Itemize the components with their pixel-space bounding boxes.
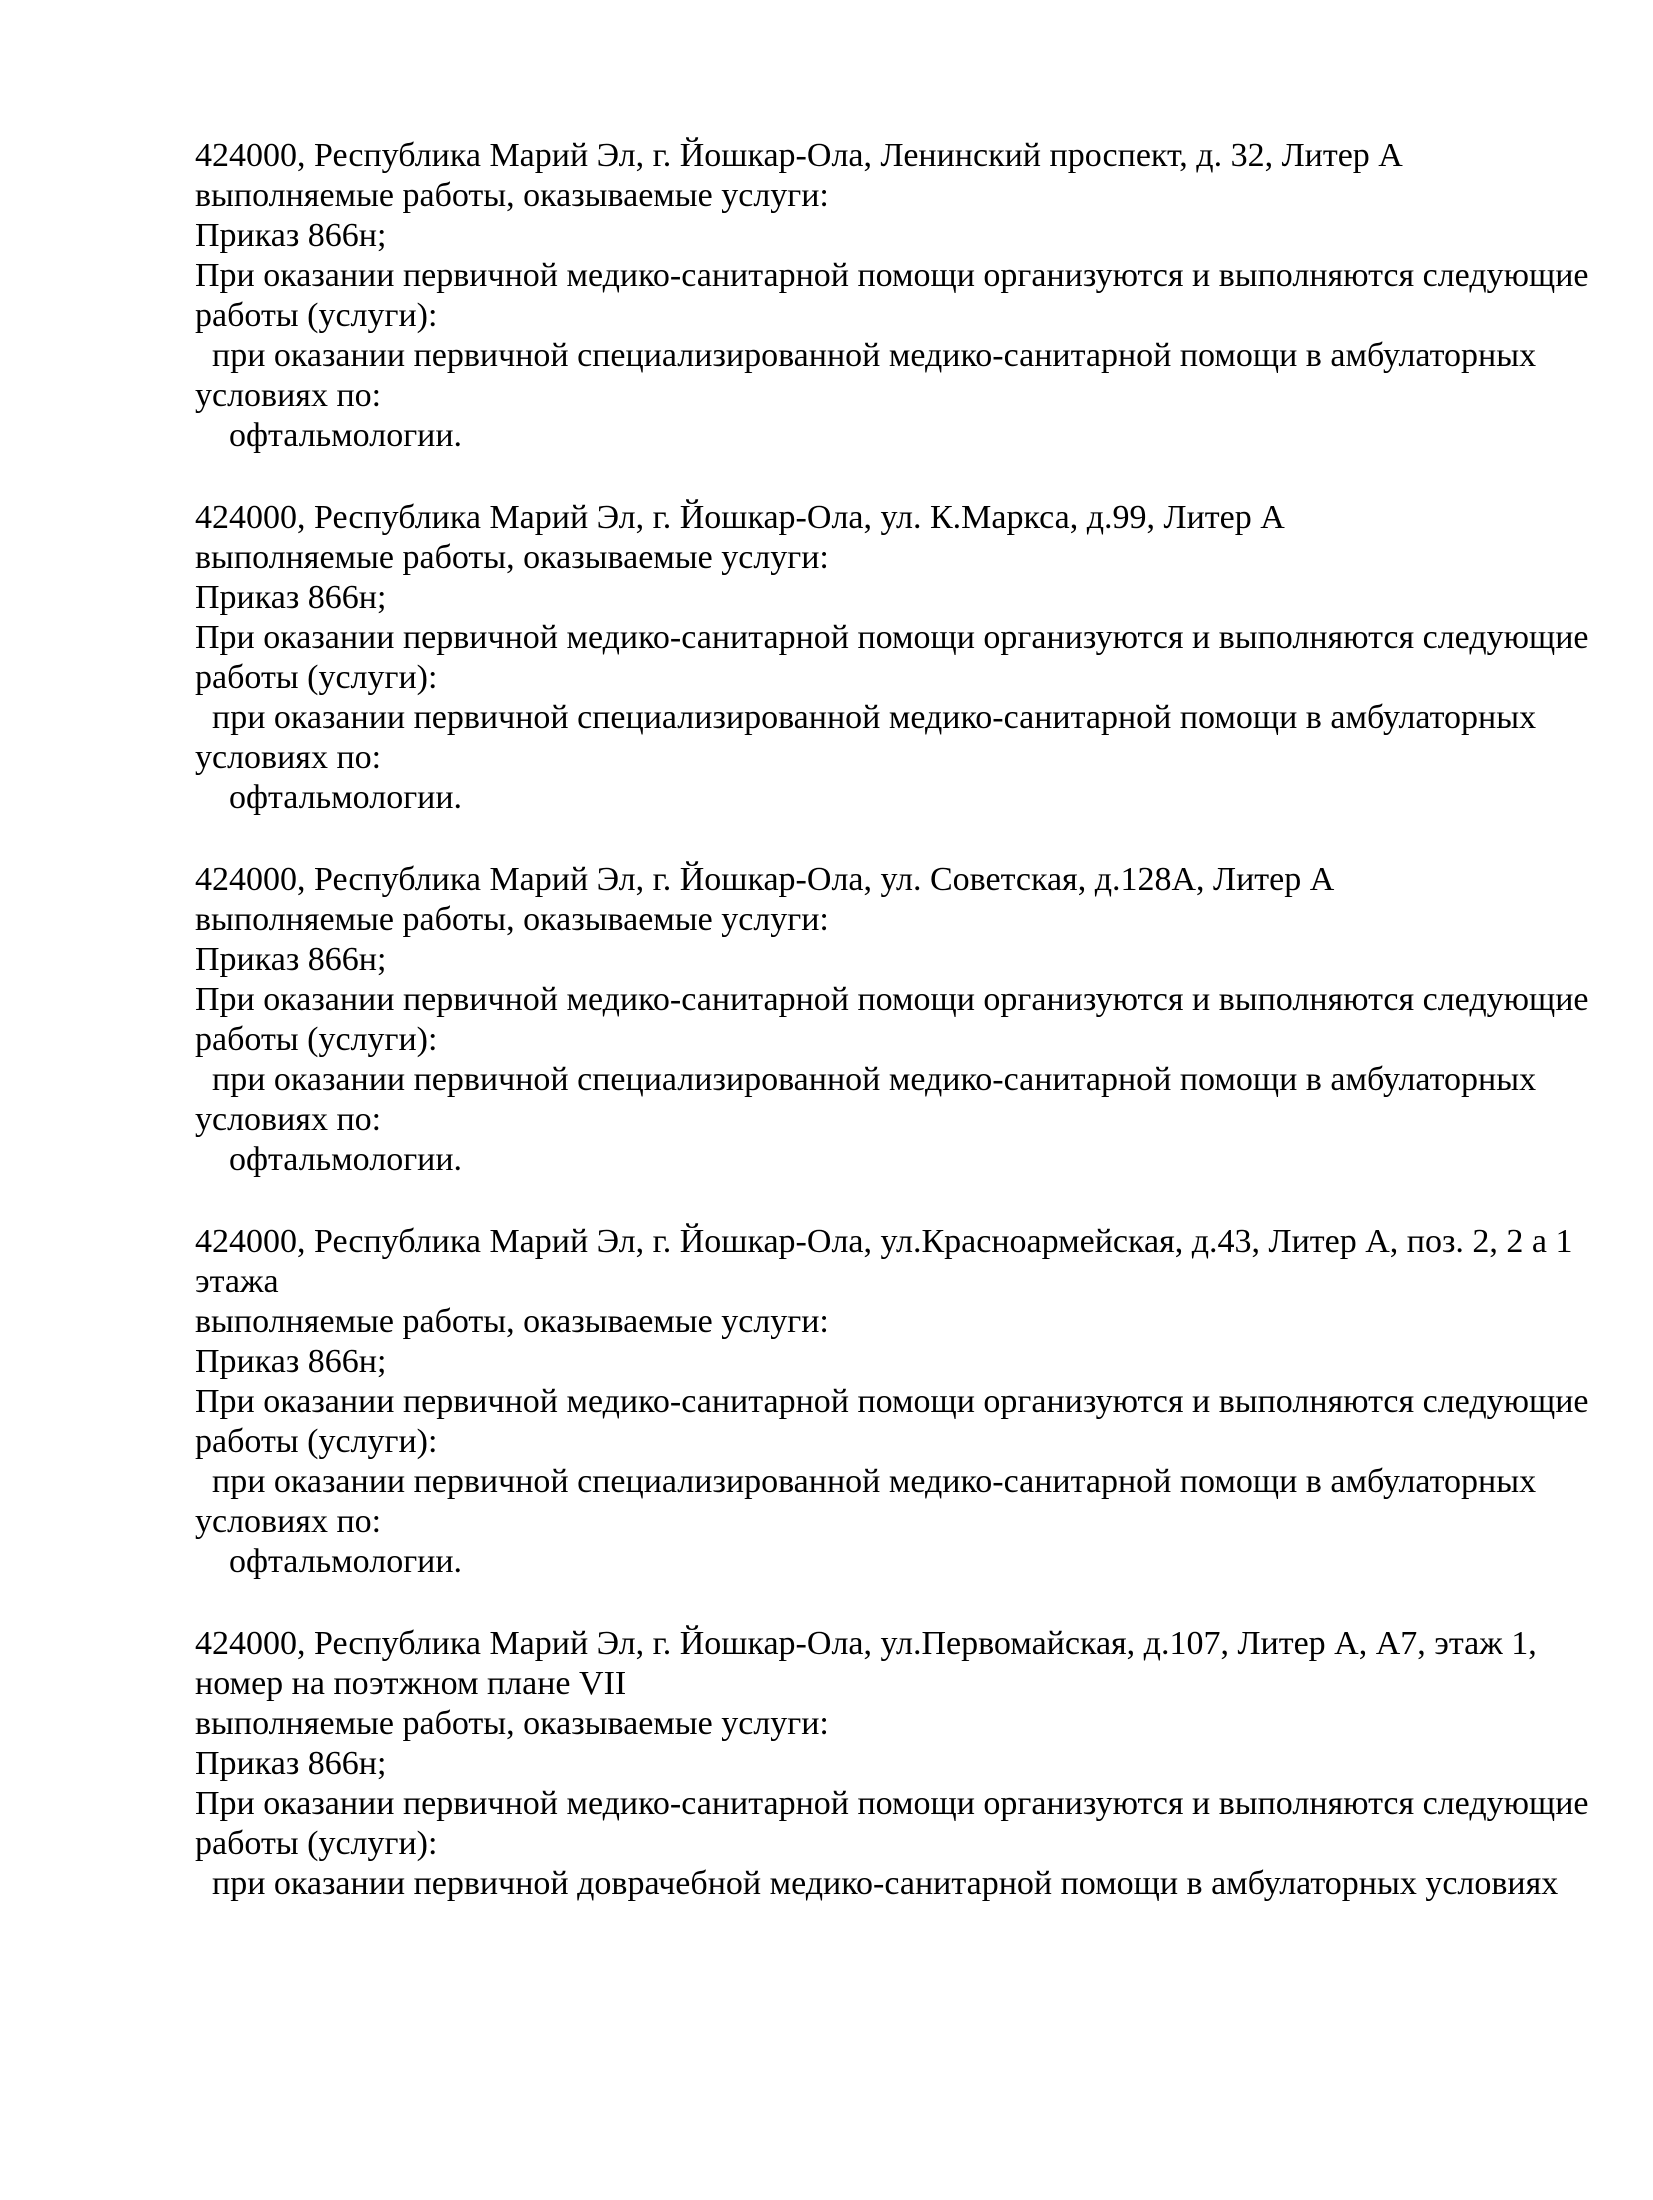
text-line: при оказании первичной специализированной медико-санитарной помощи в амбулаторных — [195, 337, 1537, 374]
text-line: при оказании первичной доврачебной медико-санитарной помощи в амбулаторных условиях — [195, 1865, 1559, 1902]
text-line: 424000, Республика Марий Эл, г. Йошкар-Ола, ул. К.Маркса, д.99, Литер А — [195, 499, 1285, 536]
text-line: условиях по: — [195, 377, 382, 414]
text-line: Приказ 866н; — [195, 941, 387, 978]
text-line: 424000, Республика Марий Эл, г. Йошкар-Ола, Ленинский проспект, д. 32, Литер А — [195, 137, 1403, 174]
text-line: выполняемые работы, оказываемые услуги: — [195, 901, 829, 938]
text-line: При оказании первичной медико-санитарной помощи организуются и выполняются следующие — [195, 1785, 1589, 1822]
text-line: офтальмологии. — [195, 779, 463, 816]
text-line: условиях по: — [195, 1101, 382, 1138]
address-block — [195, 498, 1589, 818]
text-line: офтальмологии. — [195, 417, 463, 454]
text-line: 424000, Республика Марий Эл, г. Йошкар-Ола, ул.Первомайская, д.107, Литер А, А7, этаж 1, — [195, 1625, 1537, 1662]
text-line: работы (услуги): — [195, 1825, 438, 1862]
text-line: выполняемые работы, оказываемые услуги: — [195, 539, 829, 576]
address-block — [195, 860, 1589, 1180]
text-line: Приказ 866н; — [195, 1745, 387, 1782]
text-line: работы (услуги): — [195, 1423, 438, 1460]
text-line: офтальмологии. — [195, 1543, 463, 1580]
text-line: номер на поэтжном плане VII — [195, 1665, 627, 1702]
text-line: при оказании первичной специализированной медико-санитарной помощи в амбулаторных — [195, 1061, 1537, 1098]
text-line: этажа — [195, 1263, 279, 1300]
text-line: Приказ 866н; — [195, 579, 387, 616]
address-block — [195, 136, 1589, 456]
text-line: выполняемые работы, оказываемые услуги: — [195, 1303, 829, 1340]
text-line: При оказании первичной медико-санитарной помощи организуются и выполняются следующие — [195, 981, 1589, 1018]
text-line: условиях по: — [195, 739, 382, 776]
text-line: при оказании первичной специализированной медико-санитарной помощи в амбулаторных — [195, 1463, 1537, 1500]
text-line: выполняемые работы, оказываемые услуги: — [195, 177, 829, 214]
license-address-blocks — [195, 136, 1589, 1904]
text-line: При оказании первичной медико-санитарной помощи организуются и выполняются следующие — [195, 1383, 1589, 1420]
text-line: при оказании первичной специализированной медико-санитарной помощи в амбулаторных — [195, 699, 1537, 736]
text-line: работы (услуги): — [195, 297, 438, 334]
text-line: 424000, Республика Марий Эл, г. Йошкар-Ола, ул.Красноармейская, д.43, Литер А, поз. 2, 2 а 1 — [195, 1223, 1573, 1260]
text-line: Приказ 866н; — [195, 1343, 387, 1380]
text-line: работы (услуги): — [195, 659, 438, 696]
text-line: Приказ 866н; — [195, 217, 387, 254]
text-line: офтальмологии. — [195, 1141, 463, 1178]
text-line: При оказании первичной медико-санитарной помощи организуются и выполняются следующие — [195, 619, 1589, 656]
address-block — [195, 1222, 1589, 1582]
text-line: работы (услуги): — [195, 1021, 438, 1058]
text-line: При оказании первичной медико-санитарной помощи организуются и выполняются следующие — [195, 257, 1589, 294]
text-line: условиях по: — [195, 1503, 382, 1540]
address-block — [195, 1624, 1589, 1904]
text-line: выполняемые работы, оказываемые услуги: — [195, 1705, 829, 1742]
text-line: 424000, Республика Марий Эл, г. Йошкар-Ола, ул. Советская, д.128А, Литер А — [195, 861, 1335, 898]
